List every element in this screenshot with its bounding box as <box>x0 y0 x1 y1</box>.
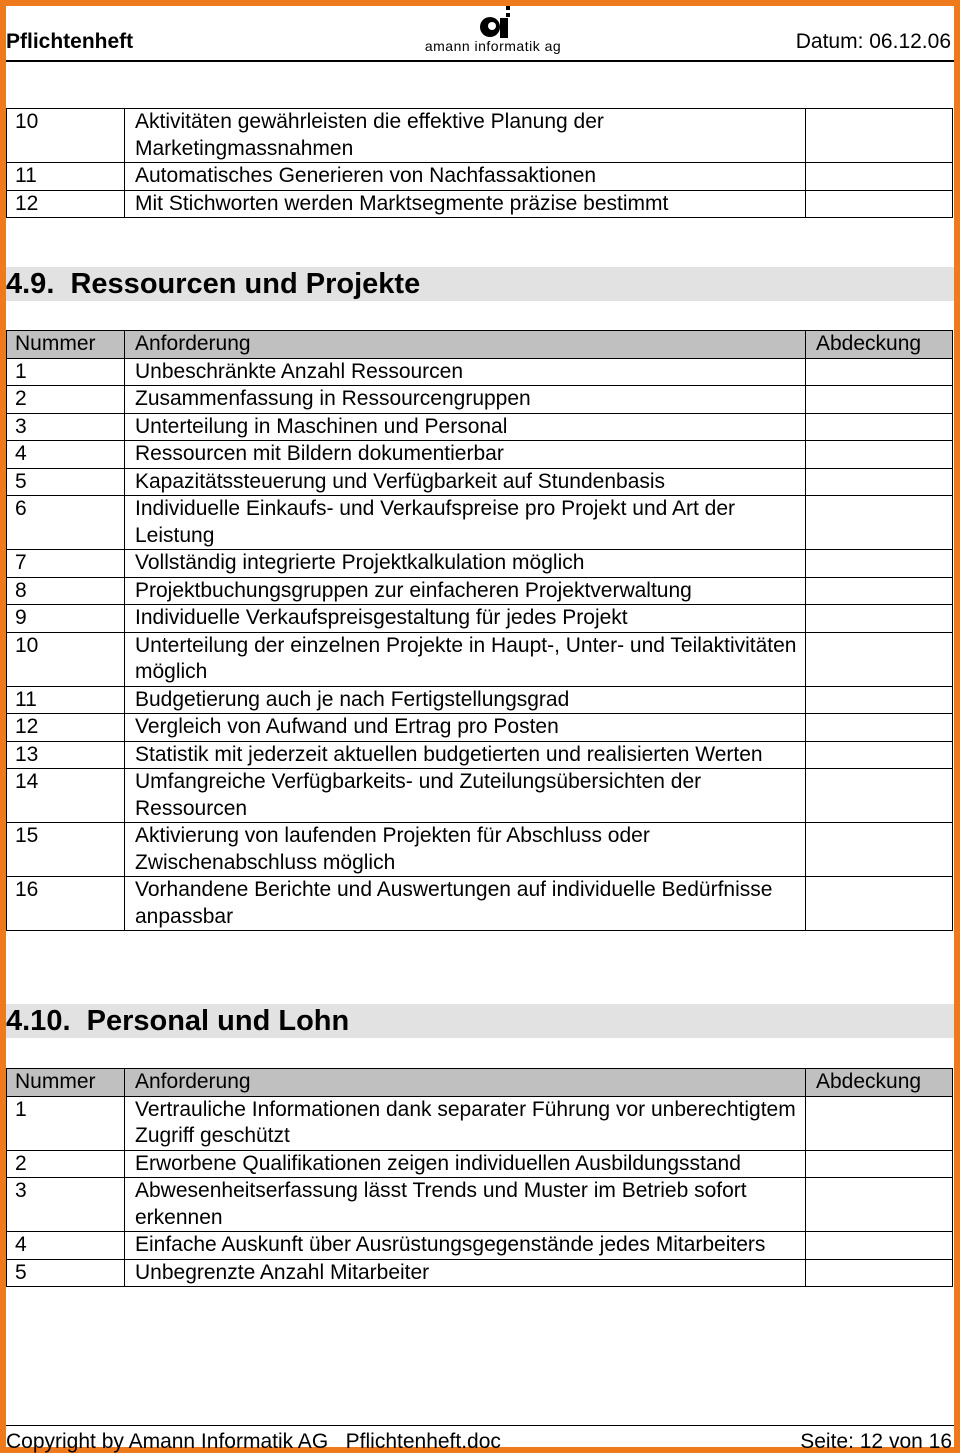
coverage-cell <box>806 823 953 877</box>
requirement-number: 11 <box>7 163 125 191</box>
coverage-cell <box>806 1096 953 1150</box>
coverage-cell <box>806 769 953 823</box>
requirement-number: 10 <box>7 109 125 163</box>
requirement-number: 15 <box>7 823 125 877</box>
requirement-text: Kapazitätssteuerung und Verfügbarkeit auf Stundenbasis <box>125 468 806 496</box>
column-header-nummer: Nummer <box>7 331 125 359</box>
requirement-number: 9 <box>7 605 125 633</box>
requirements-table-continued <box>6 108 953 218</box>
requirement-number: 5 <box>7 1259 125 1287</box>
table-row <box>7 1178 953 1232</box>
requirements-table-personal <box>6 1068 953 1287</box>
page-footer <box>6 1425 954 1454</box>
table-row <box>7 550 953 578</box>
section-title: 4.10. Personal und Lohn <box>6 1005 350 1037</box>
requirement-text: Umfangreiche Verfügbarkeits- und Zuteilungsübersichten der Ressourcen <box>125 769 806 823</box>
document-date: Datum: 06.12.06 <box>795 30 951 53</box>
coverage-cell <box>806 741 953 769</box>
table-row <box>7 163 953 191</box>
requirement-text: Unbeschränkte Anzahl Ressourcen <box>125 358 806 386</box>
requirement-text: Mit Stichworten werden Marktsegmente präzise bestimmt <box>125 190 806 218</box>
requirement-number: 7 <box>7 550 125 578</box>
requirement-text: Vollständig integrierte Projektkalkulation möglich <box>125 550 806 578</box>
coverage-cell <box>806 686 953 714</box>
coverage-cell <box>806 1150 953 1178</box>
coverage-cell <box>806 550 953 578</box>
requirement-text: Ressourcen mit Bildern dokumentierbar <box>125 441 806 469</box>
requirement-text: Statistik mit jederzeit aktuellen budgetierten und realisierten Werten <box>125 741 806 769</box>
section-title: 4.9. Ressourcen und Projekte <box>6 268 421 300</box>
table-row <box>7 441 953 469</box>
logo-mark-icon <box>418 6 568 40</box>
coverage-cell <box>806 1232 953 1260</box>
requirement-number: 1 <box>7 1096 125 1150</box>
requirement-number: 5 <box>7 468 125 496</box>
table-row <box>7 877 953 931</box>
table-header-row <box>7 1069 953 1097</box>
requirement-text: Aktivitäten gewährleisten die effektive Planung der Marketingmassnahmen <box>125 109 806 163</box>
requirement-number: 4 <box>7 1232 125 1260</box>
requirement-number: 12 <box>7 714 125 742</box>
table-row <box>7 1096 953 1150</box>
requirement-text: Abwesenheitserfassung lässt Trends und Muster im Betrieb sofort erkennen <box>125 1178 806 1232</box>
table-row <box>7 1150 953 1178</box>
coverage-cell <box>806 190 953 218</box>
footer-page-number: Seite: 12 von 16 <box>800 1430 952 1453</box>
table-header-row <box>7 331 953 359</box>
requirement-number: 3 <box>7 1178 125 1232</box>
column-header-anforderung: Anforderung <box>125 1069 806 1097</box>
requirement-number: 2 <box>7 386 125 414</box>
requirement-text: Projektbuchungsgruppen zur einfacheren Projektverwaltung <box>125 577 806 605</box>
requirement-text: Unterteilung der einzelnen Projekte in Haupt-, Unter- und Teilaktivitäten möglich <box>125 632 806 686</box>
requirement-number: 2 <box>7 1150 125 1178</box>
column-header-anforderung: Anforderung <box>125 331 806 359</box>
table-row <box>7 632 953 686</box>
table-row <box>7 1232 953 1260</box>
company-logo <box>418 6 568 56</box>
requirement-text: Individuelle Einkaufs- und Verkaufspreise pro Projekt und Art der Leistung <box>125 496 806 550</box>
requirement-text: Vertrauliche Informationen dank separater Führung vor unberechtigtem Zugriff geschützt <box>125 1096 806 1150</box>
requirement-text: Erworbene Qualifikationen zeigen individuellen Ausbildungsstand <box>125 1150 806 1178</box>
coverage-cell <box>806 413 953 441</box>
table-row <box>7 714 953 742</box>
document-title: Pflichtenheft <box>6 30 134 53</box>
requirement-number: 16 <box>7 877 125 931</box>
requirement-text: Einfache Auskunft über Ausrüstungsgegenstände jedes Mitarbeiters <box>125 1232 806 1260</box>
requirement-text: Vorhandene Berichte und Auswertungen auf individuelle Bedürfnisse anpassbar <box>125 877 806 931</box>
coverage-cell <box>806 109 953 163</box>
table-row <box>7 823 953 877</box>
requirement-text: Vergleich von Aufwand und Ertrag pro Posten <box>125 714 806 742</box>
coverage-cell <box>806 441 953 469</box>
table-row <box>7 686 953 714</box>
table-row <box>7 741 953 769</box>
requirement-text: Individuelle Verkaufspreisgestaltung für jedes Projekt <box>125 605 806 633</box>
footer-copyright: Copyright by Amann Informatik AG Pflichtenheft.doc <box>6 1430 501 1453</box>
requirement-number: 4 <box>7 441 125 469</box>
coverage-cell <box>806 1259 953 1287</box>
requirements-table-ressourcen <box>6 330 953 931</box>
section-heading-4-10 <box>6 1004 954 1038</box>
requirement-number: 3 <box>7 413 125 441</box>
coverage-cell <box>806 386 953 414</box>
column-header-abdeckung: Abdeckung <box>806 1069 953 1097</box>
coverage-cell <box>806 877 953 931</box>
table-row <box>7 1259 953 1287</box>
requirement-text: Aktivierung von laufenden Projekten für Abschluss oder Zwischenabschluss möglich <box>125 823 806 877</box>
coverage-cell <box>806 714 953 742</box>
table-row <box>7 413 953 441</box>
requirement-number: 10 <box>7 632 125 686</box>
table-row <box>7 496 953 550</box>
table-row <box>7 358 953 386</box>
coverage-cell <box>806 468 953 496</box>
coverage-cell <box>806 358 953 386</box>
requirement-text: Unterteilung in Maschinen und Personal <box>125 413 806 441</box>
coverage-cell <box>806 1178 953 1232</box>
table-row <box>7 386 953 414</box>
requirement-number: 6 <box>7 496 125 550</box>
table-row <box>7 577 953 605</box>
requirement-number: 11 <box>7 686 125 714</box>
column-header-abdeckung: Abdeckung <box>806 331 953 359</box>
requirement-text: Automatisches Generieren von Nachfassaktionen <box>125 163 806 191</box>
coverage-cell <box>806 163 953 191</box>
requirement-text: Zusammenfassung in Ressourcengruppen <box>125 386 806 414</box>
requirement-text: Budgetierung auch je nach Fertigstellungsgrad <box>125 686 806 714</box>
table-row <box>7 769 953 823</box>
requirement-number: 13 <box>7 741 125 769</box>
table-row <box>7 605 953 633</box>
column-header-nummer: Nummer <box>7 1069 125 1097</box>
coverage-cell <box>806 605 953 633</box>
requirement-number: 8 <box>7 577 125 605</box>
requirement-number: 14 <box>7 769 125 823</box>
coverage-cell <box>806 496 953 550</box>
coverage-cell <box>806 632 953 686</box>
table-row <box>7 468 953 496</box>
page-header <box>6 6 954 62</box>
requirement-text: Unbegrenzte Anzahl Mitarbeiter <box>125 1259 806 1287</box>
requirement-number: 1 <box>7 358 125 386</box>
coverage-cell <box>806 577 953 605</box>
logo-text: amann informatik ag <box>424 38 562 54</box>
table-row <box>7 109 953 163</box>
requirement-number: 12 <box>7 190 125 218</box>
table-row <box>7 190 953 218</box>
section-heading-4-9 <box>6 267 954 301</box>
